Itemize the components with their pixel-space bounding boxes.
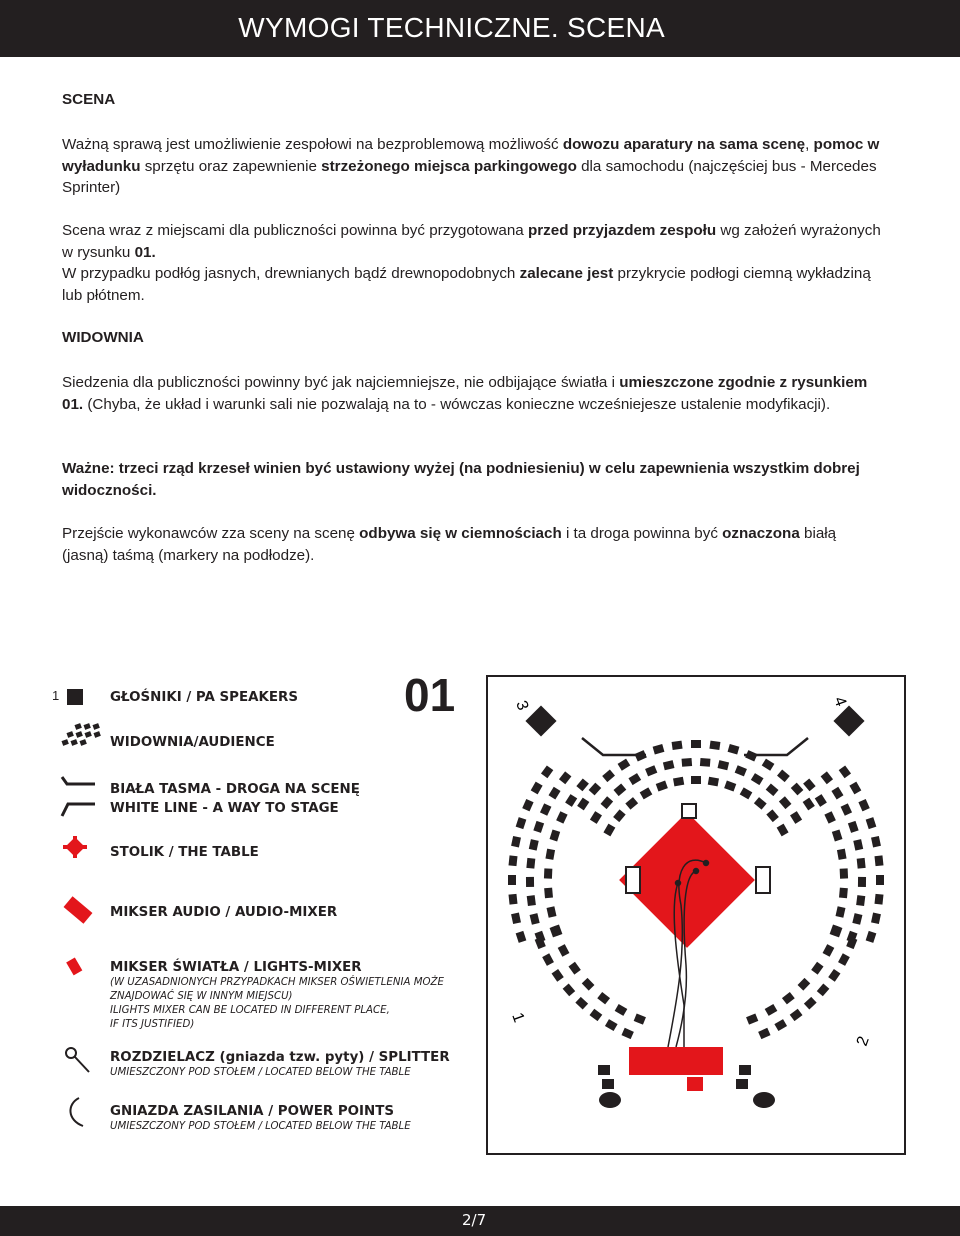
audience-seat [708, 777, 719, 787]
audience-seat [839, 888, 848, 899]
audience-seat [828, 969, 840, 982]
audience-seat [634, 1013, 646, 1024]
audience-seat [821, 771, 833, 784]
audience-seat [866, 931, 877, 943]
audience-seat [563, 984, 576, 997]
text: dla samochodu (najczęściej bus - Mercedes Sprinter) [62, 157, 877, 197]
lights-mixer-icon [66, 957, 82, 975]
speaker-3 [525, 705, 556, 736]
audience-seat [628, 773, 641, 785]
audience-seat [728, 744, 740, 754]
audience-seat [601, 796, 614, 809]
speaker-label-4: 4 [830, 694, 850, 709]
audience-seat [874, 855, 883, 866]
audience-seat [509, 894, 518, 905]
speaker-label-1: 1 [508, 1010, 528, 1025]
audience-seat [766, 809, 779, 822]
audience-seat [754, 797, 767, 810]
audience-seat [545, 849, 555, 860]
audience-seat [746, 1013, 758, 1024]
audience-seat [858, 799, 869, 811]
text: Siedzenia dla publiczności powinny być jak najciemniejsze, nie odbijające światła i [62, 374, 620, 391]
legend-power-label: GNIAZDA ZASILANIA / POWER POINTS [110, 1104, 395, 1119]
text: przykrycie podłogi ciemną wykładziną lub płótnem. [62, 265, 871, 304]
audience-seat [575, 997, 588, 1010]
audience-seat [777, 824, 789, 837]
audience-seat [762, 759, 775, 771]
splitter-icon [66, 1048, 89, 1072]
audience-seat [803, 798, 815, 811]
audience-seat [866, 817, 877, 829]
audience-icon [61, 723, 100, 746]
diagram-number: 01 [404, 669, 456, 721]
legend-audience-label: WIDOWNIA/AUDIENCE [110, 735, 275, 750]
widownia-paragraph-2: Ważne: trzeci rząd krzeseł winien być ustawiony wyżej (na podniesieniu) w celu zapewnienia wszystkim dobrej widoczności. [62, 460, 860, 499]
text: sprzętu oraz zapewnienie [140, 157, 322, 175]
audience-seat [582, 978, 595, 991]
audience-seat [876, 875, 884, 885]
audience-seat [766, 784, 779, 797]
audience-seat [790, 1009, 803, 1021]
audience-seat [874, 894, 883, 905]
audience-seat [849, 782, 861, 795]
text: Przejście wykonawców zza sceny na scenę [62, 525, 360, 542]
text: Scena wraz z miejscami dla publiczności powinna być przygotowana [62, 222, 528, 239]
text-bold: pomoc w wyładunku [62, 136, 880, 175]
table-icon [63, 836, 87, 858]
audience-seat [765, 1004, 778, 1016]
audience-seat [672, 741, 683, 750]
audience-seat [605, 1019, 618, 1031]
audience-seat [559, 771, 571, 784]
audience-seat [614, 784, 627, 797]
audience-seat [774, 1019, 787, 1031]
audience-seat [577, 798, 589, 811]
audience-seat [511, 836, 521, 847]
audience-seat [544, 868, 552, 878]
text: (Chyba, że układ i warunki sali nie pozwalają na to - wówczas konieczne wcześniejesze ustalenie modyfikacji). [83, 395, 831, 413]
audience-seat [740, 787, 753, 799]
text-bold: 01. [134, 243, 156, 261]
audience-seat [613, 809, 626, 822]
audience-seat [531, 782, 543, 795]
audience-seat [709, 741, 720, 750]
audience-seat [615, 1004, 628, 1016]
audience-seat [779, 796, 792, 809]
audience-seat [871, 913, 881, 924]
section-heading-widownia: WIDOWNIA [62, 329, 144, 346]
audience-seat [526, 858, 535, 869]
audience-seat [853, 839, 863, 850]
text: , [805, 136, 814, 153]
legend-number: 1 [52, 688, 60, 703]
text-bold: odbywa się w ciemnościach [359, 525, 562, 542]
power-points-icon [70, 1098, 83, 1126]
legend-white-line-label-en: WHITE LINE - A WAY TO STAGE [110, 801, 339, 816]
audience-seat [597, 992, 610, 1004]
audience-seat [836, 906, 846, 917]
page-title: WYMOGI TECHNICZNE. SCENA [238, 12, 665, 43]
audience-seat [791, 783, 804, 796]
audience-seat [682, 758, 693, 767]
audience-seat [549, 787, 561, 800]
chair-top [682, 804, 696, 818]
audience-seat [590, 1009, 603, 1021]
audience-seat [552, 969, 564, 982]
audience-seat [621, 1028, 633, 1039]
legend-speakers-label: GŁOŚNIKI / PA SPEAKERS [110, 690, 298, 705]
text-bold: umieszczone zgodnie z rysunkiem 01. [62, 374, 868, 413]
audience-seat [838, 953, 850, 966]
audience-seat [550, 830, 561, 842]
legend-table-label: STOLIK / THE TABLE [110, 845, 259, 860]
widownia-paragraph-1 [62, 372, 882, 415]
audio-mixer-icon [64, 896, 93, 923]
audience-seat [602, 770, 615, 783]
audience-seat [576, 778, 589, 791]
audience-seat [837, 849, 847, 860]
legend-power-note: UMIESZCZONY POD STOŁEM / LOCATED BELOW THE TABLE [110, 1121, 411, 1132]
audience-seat [758, 1028, 770, 1039]
audience-seat [824, 811, 835, 823]
audience-seat [815, 794, 827, 807]
audience-seat [568, 962, 580, 975]
audience-seat [547, 906, 557, 917]
legend-lights-mixer-note-3: ILIGHTS MIXER CAN BE LOCATED IN DIFFERENT PLACE, [110, 1005, 390, 1016]
audience-seat [831, 787, 843, 800]
audience-seat [540, 803, 551, 815]
audience-seat [811, 962, 823, 975]
legend-lights-mixer-label: MIKSER ŚWIATŁA / LIGHTS-MIXER [110, 960, 362, 975]
audience-seat [522, 799, 533, 811]
audience-seat [832, 830, 843, 842]
audience-seat [782, 992, 795, 1004]
text-bold: przed przyjazdem zespołu [527, 222, 717, 239]
section-heading-scena: SCENA [62, 91, 116, 108]
text: wg założeń wyrażonych w rysunku [62, 222, 881, 261]
audience-seat [691, 740, 701, 748]
audience-seat [516, 931, 527, 943]
audience-seat [533, 821, 544, 833]
text-bold: dowozu aparatury na sama scenę [562, 136, 806, 153]
audience-seat [724, 781, 736, 792]
audience-seat [656, 781, 668, 792]
lights-mixer [687, 1077, 703, 1091]
audience-seat [589, 783, 602, 796]
audience-seat [530, 913, 540, 925]
audience-seat [691, 776, 701, 784]
chair-right [756, 867, 770, 893]
audience-seat [745, 750, 757, 761]
audience-seat [871, 836, 881, 847]
audience-seat [556, 811, 567, 823]
audience-seat [798, 978, 811, 991]
header-bar [0, 0, 960, 57]
audience-seat [839, 765, 851, 778]
audience-seat [857, 858, 866, 869]
audience-seat [841, 803, 852, 815]
audience-seat [527, 895, 536, 906]
page-number: 2/7 [462, 1211, 487, 1229]
scena-paragraph-1 [62, 134, 882, 199]
speaker-label-2: 2 [853, 1034, 873, 1049]
audience-seat [634, 750, 646, 761]
audience-seat [777, 770, 790, 783]
audience-seat [856, 895, 865, 906]
audience-seat [542, 953, 554, 966]
legend-lights-mixer-note-2: ZNAJDOWAĆ SIĘ W INNYM MIEJSCU) [110, 991, 293, 1002]
audience-seat [817, 984, 830, 997]
scena-paragraph-2 [62, 220, 882, 306]
audience-seat [558, 944, 570, 957]
legend-lights-mixer-note-1: (W UZASADNIONYCH PRZYPADKACH MIKSER OŚWIETLENIA MOŻE [110, 977, 444, 988]
widownia-paragraph-3 [62, 523, 882, 566]
audience-seat [852, 913, 862, 925]
audience-seat [509, 855, 518, 866]
chair-left [626, 867, 640, 893]
audience-seat [645, 765, 657, 776]
audience-seat [700, 758, 711, 767]
audience-seat [625, 797, 638, 810]
audience-seat [516, 817, 527, 829]
audience-seat [840, 868, 848, 878]
stage-diagram [486, 675, 906, 1155]
audience-seat [803, 778, 816, 791]
audience-seat [823, 944, 835, 957]
audience-seat [511, 913, 521, 924]
audience-seat [590, 811, 602, 824]
audience-seat [565, 794, 577, 807]
text: i ta droga powinna być [561, 525, 723, 542]
audience-seat [526, 877, 534, 887]
white-line-left [582, 738, 646, 755]
audience-seat [848, 821, 859, 833]
audience-seat [858, 877, 866, 887]
audience-seat [618, 759, 631, 771]
text: białą (jasną) taśmą (markery na podłodze). [62, 525, 837, 564]
text-bold: oznaczona [722, 525, 800, 542]
text: Ważną sprawą jest umożliwienie zespołowi na bezproblemową możliwość [62, 136, 563, 153]
audience-seat [673, 777, 684, 787]
legend-audio-mixer-label: MIKSER AUDIO / AUDIO-MIXER [110, 905, 338, 920]
audience-seat [751, 773, 764, 785]
white-line-icon [62, 777, 95, 816]
audio-mixer [629, 1047, 723, 1075]
speaker-label-3: 3 [512, 698, 532, 713]
audience-seat [603, 824, 615, 837]
audience-seat [663, 760, 675, 770]
text-bold: strzeżonego miejsca parkingowego [321, 157, 577, 175]
audience-seat [653, 744, 665, 754]
legend-splitter-label: ROZDZIELACZ (gniazda tzw. pyty) / SPLITTER [110, 1050, 450, 1065]
legend-lights-mixer-note-4: IF ITS JUSTIFIED) [110, 1019, 195, 1030]
audience-seat [718, 760, 730, 770]
legend-icons [55, 680, 105, 1160]
audience-seat [735, 765, 747, 776]
text: W przypadku podłóg jasnych, drewnianych bądź drewnopodobnych [62, 265, 520, 283]
audience-seat [541, 765, 553, 778]
audience-seat [790, 811, 802, 824]
audience-seat [544, 888, 553, 899]
audience-seat [804, 997, 817, 1010]
speaker-icon [67, 689, 83, 705]
speaker-4 [833, 705, 864, 736]
audience-seat [640, 787, 653, 799]
audience-seat [508, 875, 516, 885]
text-bold: zalecane jest [519, 265, 614, 283]
audience-seat [529, 839, 539, 850]
legend-white-line-label: BIAŁA TASMA - DROGA NA SCENĘ [110, 782, 360, 797]
legend-splitter-note: UMIESZCZONY POD STOŁEM / LOCATED BELOW THE TABLE [110, 1067, 411, 1078]
